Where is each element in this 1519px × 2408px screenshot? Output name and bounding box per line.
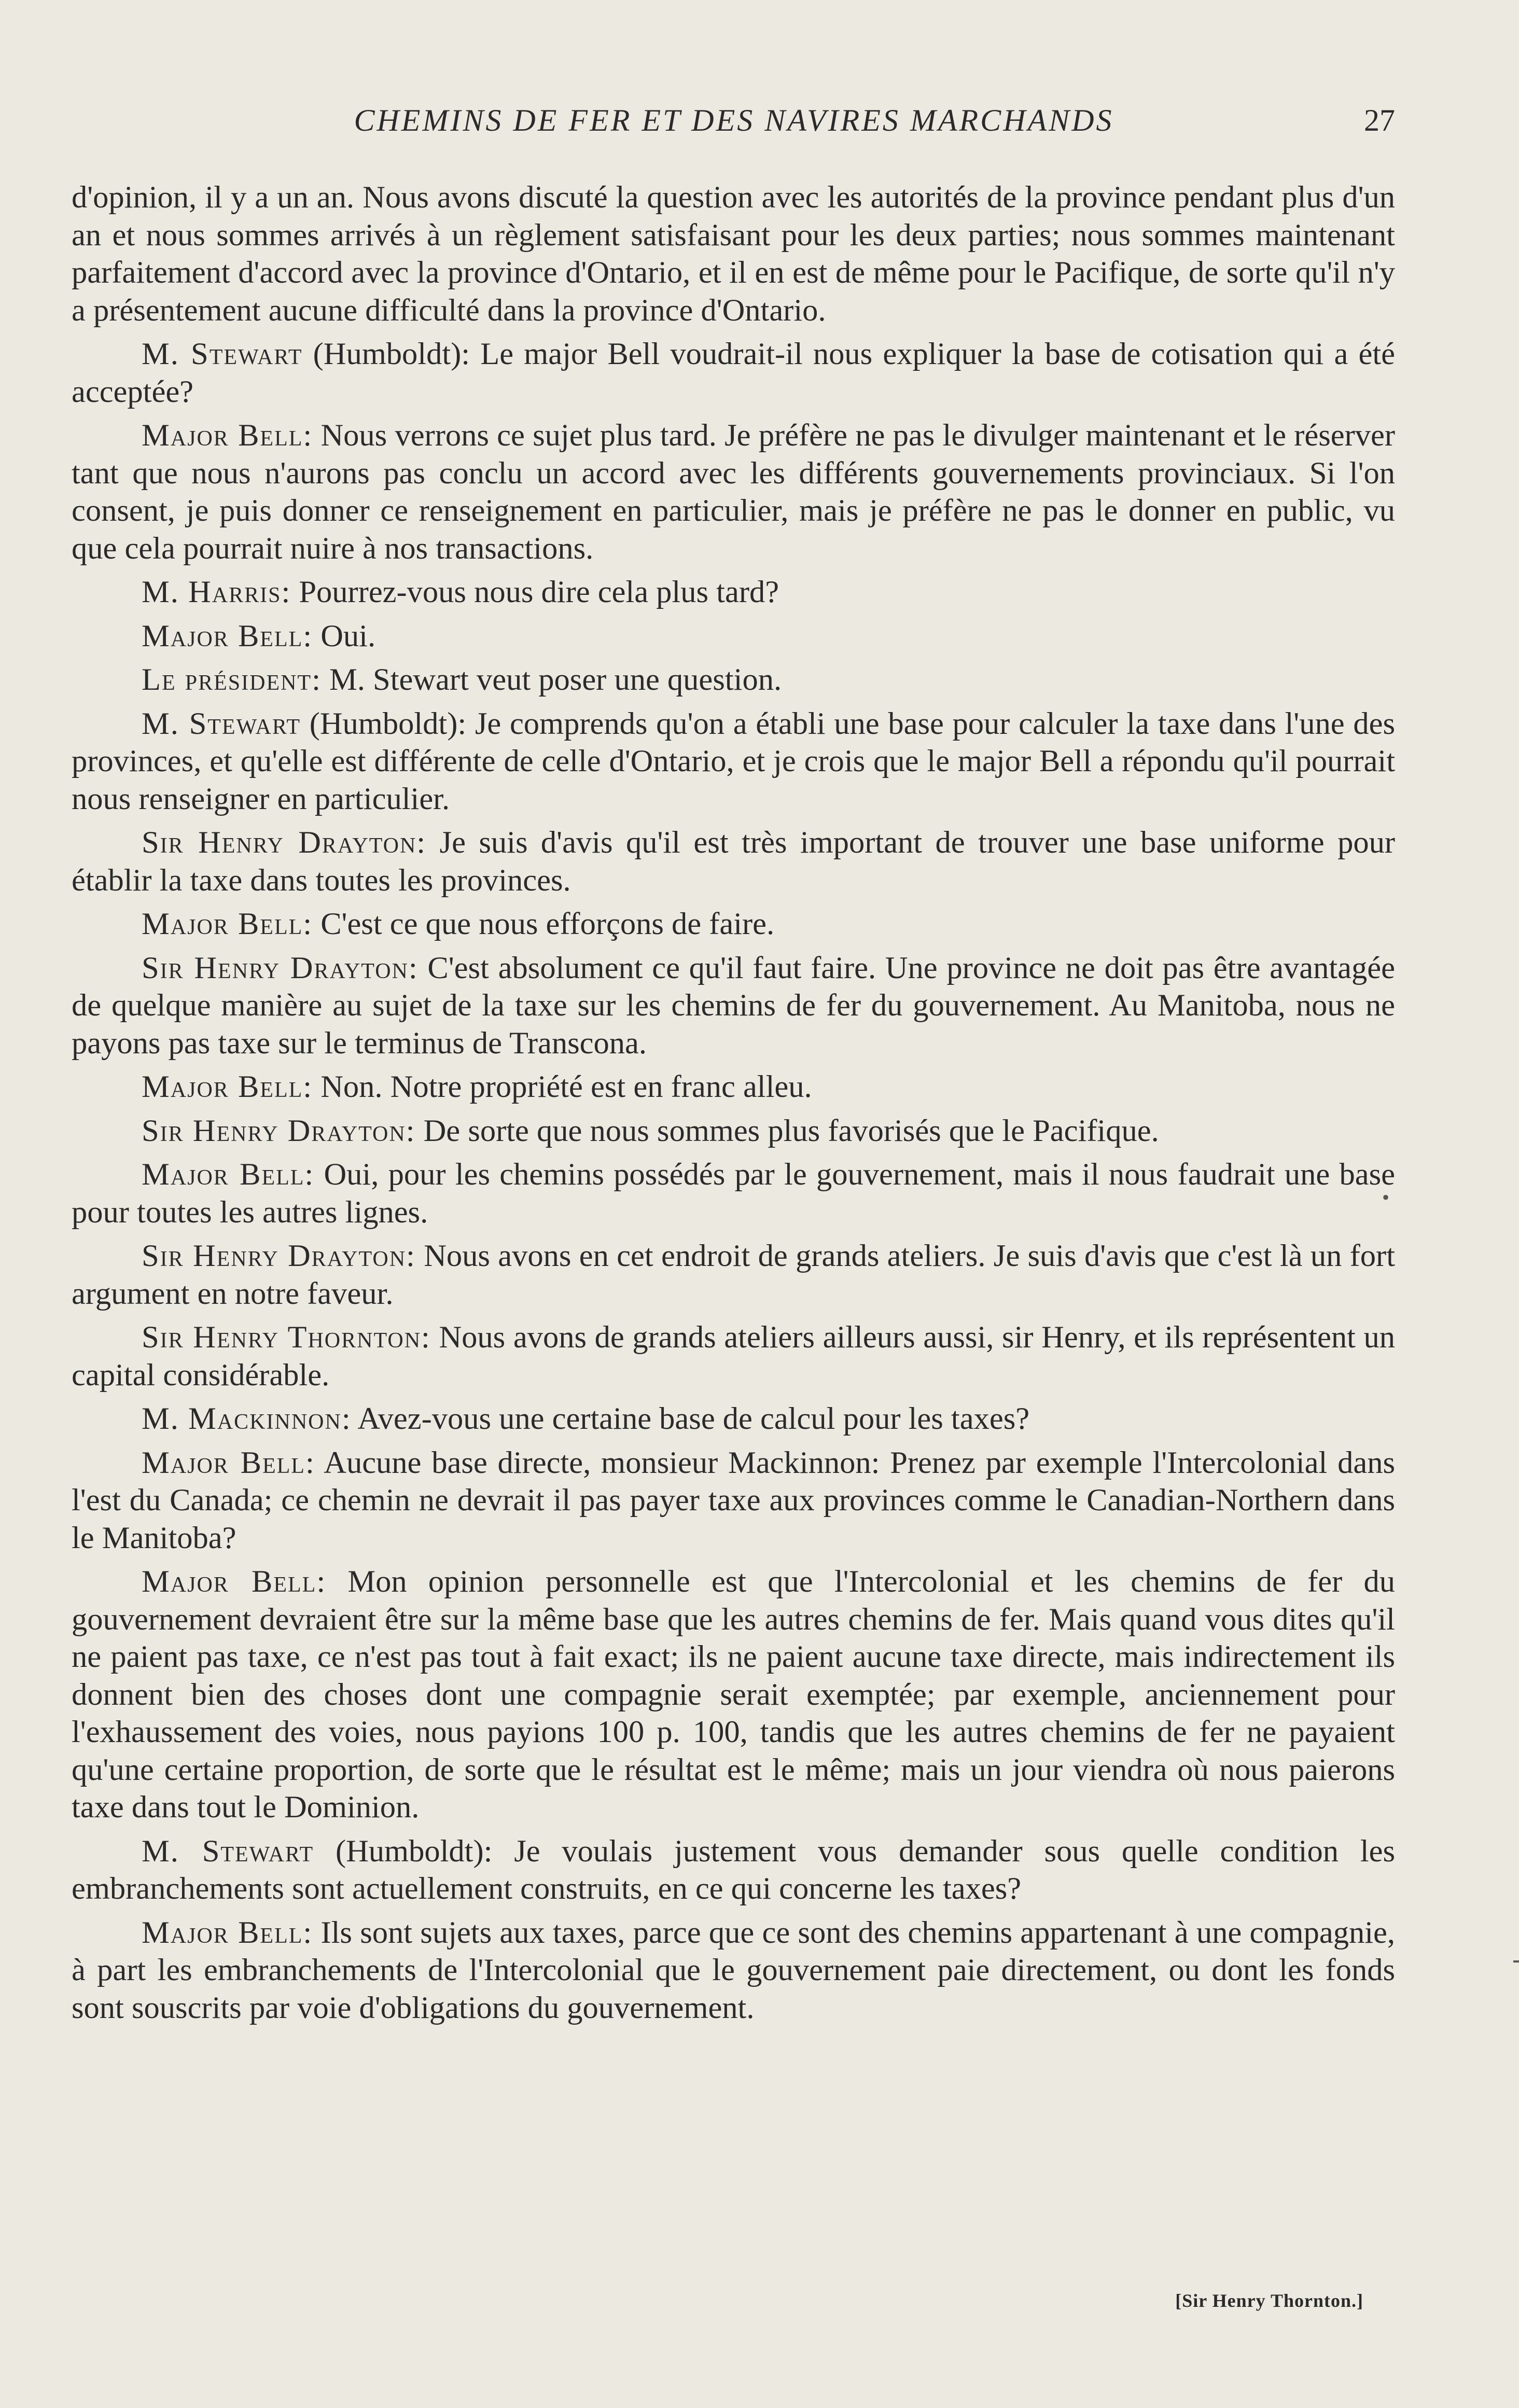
speaker: M. Harris: xyxy=(142,575,291,609)
paragraph-text: Oui, pour les chemins possédés par le gouvernement, mais il nous faudrait une base pour toutes les autres lignes. xyxy=(72,1157,1395,1230)
paragraph-text: Ils sont sujets aux taxes, parce que ce sont des chemins appartenant à une compagnie, à part les embranchements de l'Intercolonial que le gouvernement paie directement, ou dont les fonds sont souscrits par voie d'obligations du gouvernement. xyxy=(72,1915,1395,2025)
page-number: 27 xyxy=(1364,103,1395,137)
paragraph xyxy=(72,661,1395,699)
margin-dot-mark: • xyxy=(1382,1186,1390,1209)
paragraph-text: Aucune base directe, monsieur Mackinnon: Prenez par exemple l'Intercolonial dans l'est du Canada; ce chemin ne devrait il pas payer taxe aux provinces comme le Canadian-Northern dans le Manitoba? xyxy=(72,1445,1395,1555)
paragraph xyxy=(72,705,1395,818)
speaker: Major Bell: xyxy=(142,418,313,453)
paragraph xyxy=(72,1319,1395,1394)
paragraph xyxy=(72,1112,1395,1150)
speaker: Major Bell: xyxy=(142,907,313,941)
paragraph-text: (Humboldt): Le major Bell voudrait-il nous expliquer la base de cotisation qui a été acceptée? xyxy=(72,337,1395,409)
speaker: M. Stewart xyxy=(142,706,301,741)
paragraph xyxy=(72,179,1395,329)
paragraph xyxy=(72,1833,1395,1908)
paragraph-text: (Humboldt): Je comprends qu'on a établi une base pour calculer la taxe dans l'une des provinces, et qu'elle est différente de celle d'Ontario, et je crois que le major Bell a répondu qu'il pourrait nous renseigner en particulier. xyxy=(72,706,1395,816)
paragraph xyxy=(72,1563,1395,1827)
paragraph xyxy=(72,1068,1395,1106)
margin-dash-mark xyxy=(1513,1960,1519,1962)
speaker: M. Stewart xyxy=(142,337,303,371)
speaker: Major Bell: xyxy=(142,1915,313,1950)
paragraph-text: (Humboldt): Je voulais justement vous demander sous quelle condition les embranchements sont actuellement construits, en ce qui concerne les taxes? xyxy=(72,1833,1396,1906)
speaker: M. Mackinnon: xyxy=(142,1401,352,1436)
paragraph-text: Avez-vous une certaine base de calcul pour les taxes? xyxy=(351,1401,1030,1436)
running-head xyxy=(73,103,1395,144)
paragraph xyxy=(72,1237,1395,1313)
catchword: [Sir Henry Thornton.] xyxy=(1175,2290,1363,2311)
paragraph xyxy=(72,824,1395,899)
speaker: Major Bell: xyxy=(142,1157,315,1192)
paragraph xyxy=(72,1914,1395,2027)
body-text xyxy=(72,179,1395,2033)
paragraph-text: De sorte que nous sommes plus favorisés que le Pacifique. xyxy=(415,1113,1159,1148)
paragraph-text: Nous avons de grands ateliers ailleurs aussi, sir Henry, et ils représentent un capital considérable. xyxy=(72,1320,1396,1393)
paragraph-text: Je suis d'avis qu'il est très important de trouver une base uniforme pour établir la taxe dans toutes les provinces. xyxy=(72,825,1395,898)
paragraph-text: d'opinion, il y a un an. Nous avons discuté la question avec les autorités de la province pendant plus d'un an et nous sommes arrivés à un règlement satisfaisant pour les deux parties; nous sommes maintenant parfaitement d'accord avec la province d'Ontario, et il en est de même pour le Pacifique, de sorte qu'il n'y a présentement aucune difficulté dans la province d'Ontario. xyxy=(72,180,1395,328)
speaker: Sir Henry Drayton: xyxy=(142,1238,416,1273)
paragraph-text: C'est ce que nous efforçons de faire. xyxy=(313,907,775,941)
speaker: Major Bell: xyxy=(142,1069,313,1104)
paragraph xyxy=(72,336,1395,411)
speaker: Le président: xyxy=(142,662,322,697)
paragraph xyxy=(72,1156,1395,1231)
paragraph-text: Nous verrons ce sujet plus tard. Je préfère ne pas le divulger maintenant et le réserver tant que nous n'aurons pas conclu un accord avec les différents gouvernements provinciaux. Si l'on consent, je puis donner ce renseignement en particulier, mais je préfère ne pas le donner en public, vu que cela pourrait nuire à nos transactions. xyxy=(72,418,1395,566)
paragraph xyxy=(72,950,1395,1063)
paragraph xyxy=(72,417,1395,567)
paragraph-text: C'est absolument ce qu'il faut faire. Une province ne doit pas être avantagée de quelque manière au sujet de la taxe sur les chemins de fer du gouvernement. Au Manitoba, nous ne payons pas taxe sur le terminus de Transcona. xyxy=(72,950,1395,1061)
paragraph-text: Mon opinion personnelle est que l'Intercolonial et les chemins de fer du gouvernement devraient être sur la même base que les autres chemins de fer. Mais quand vous dites qu'il ne paient pas taxe, ce n'est pas tout à fait exact; ils ne paient aucune taxe directe, mais indirectement ils donnent bien des choses dont une compagnie serait exemptée; par exemple, anciennement pour l'exhaussement des voies, nous payions 100 p. 100, tandis que les autres chemins de fer ne payaient qu'une certaine proportion, de sorte que le résultat est le même; mais un jour viendra où nous paierons taxe dans tout le Dominion. xyxy=(72,1564,1395,1825)
speaker: Sir Henry Thornton: xyxy=(142,1320,431,1355)
paragraph xyxy=(72,574,1395,611)
speaker: Sir Henry Drayton: xyxy=(142,1113,416,1148)
paragraph-text: Nous avons en cet endroit de grands ateliers. Je suis d'avis que c'est là un fort argument en notre faveur. xyxy=(72,1238,1396,1311)
paragraph xyxy=(72,1444,1395,1557)
paragraph-text: M. Stewart veut poser une question. xyxy=(321,662,782,697)
speaker: Major Bell: xyxy=(142,1564,327,1599)
paragraph xyxy=(72,906,1395,943)
speaker: M. Stewart xyxy=(142,1833,314,1869)
paragraph-text: Oui. xyxy=(313,618,376,653)
speaker: Sir Henry Drayton: xyxy=(142,950,419,985)
speaker: Major Bell: xyxy=(142,618,313,653)
paragraph-text: Non. Notre propriété est en franc alleu. xyxy=(313,1069,812,1104)
speaker: Major Bell: xyxy=(142,1445,315,1480)
paragraph xyxy=(72,618,1395,656)
paragraph-text: Pourrez-vous nous dire cela plus tard? xyxy=(291,575,779,609)
running-title: CHEMINS DE FER ET DES NAVIRES MARCHANDS xyxy=(354,103,1114,137)
paragraph xyxy=(72,1400,1395,1438)
speaker: Sir Henry Drayton: xyxy=(142,825,427,860)
